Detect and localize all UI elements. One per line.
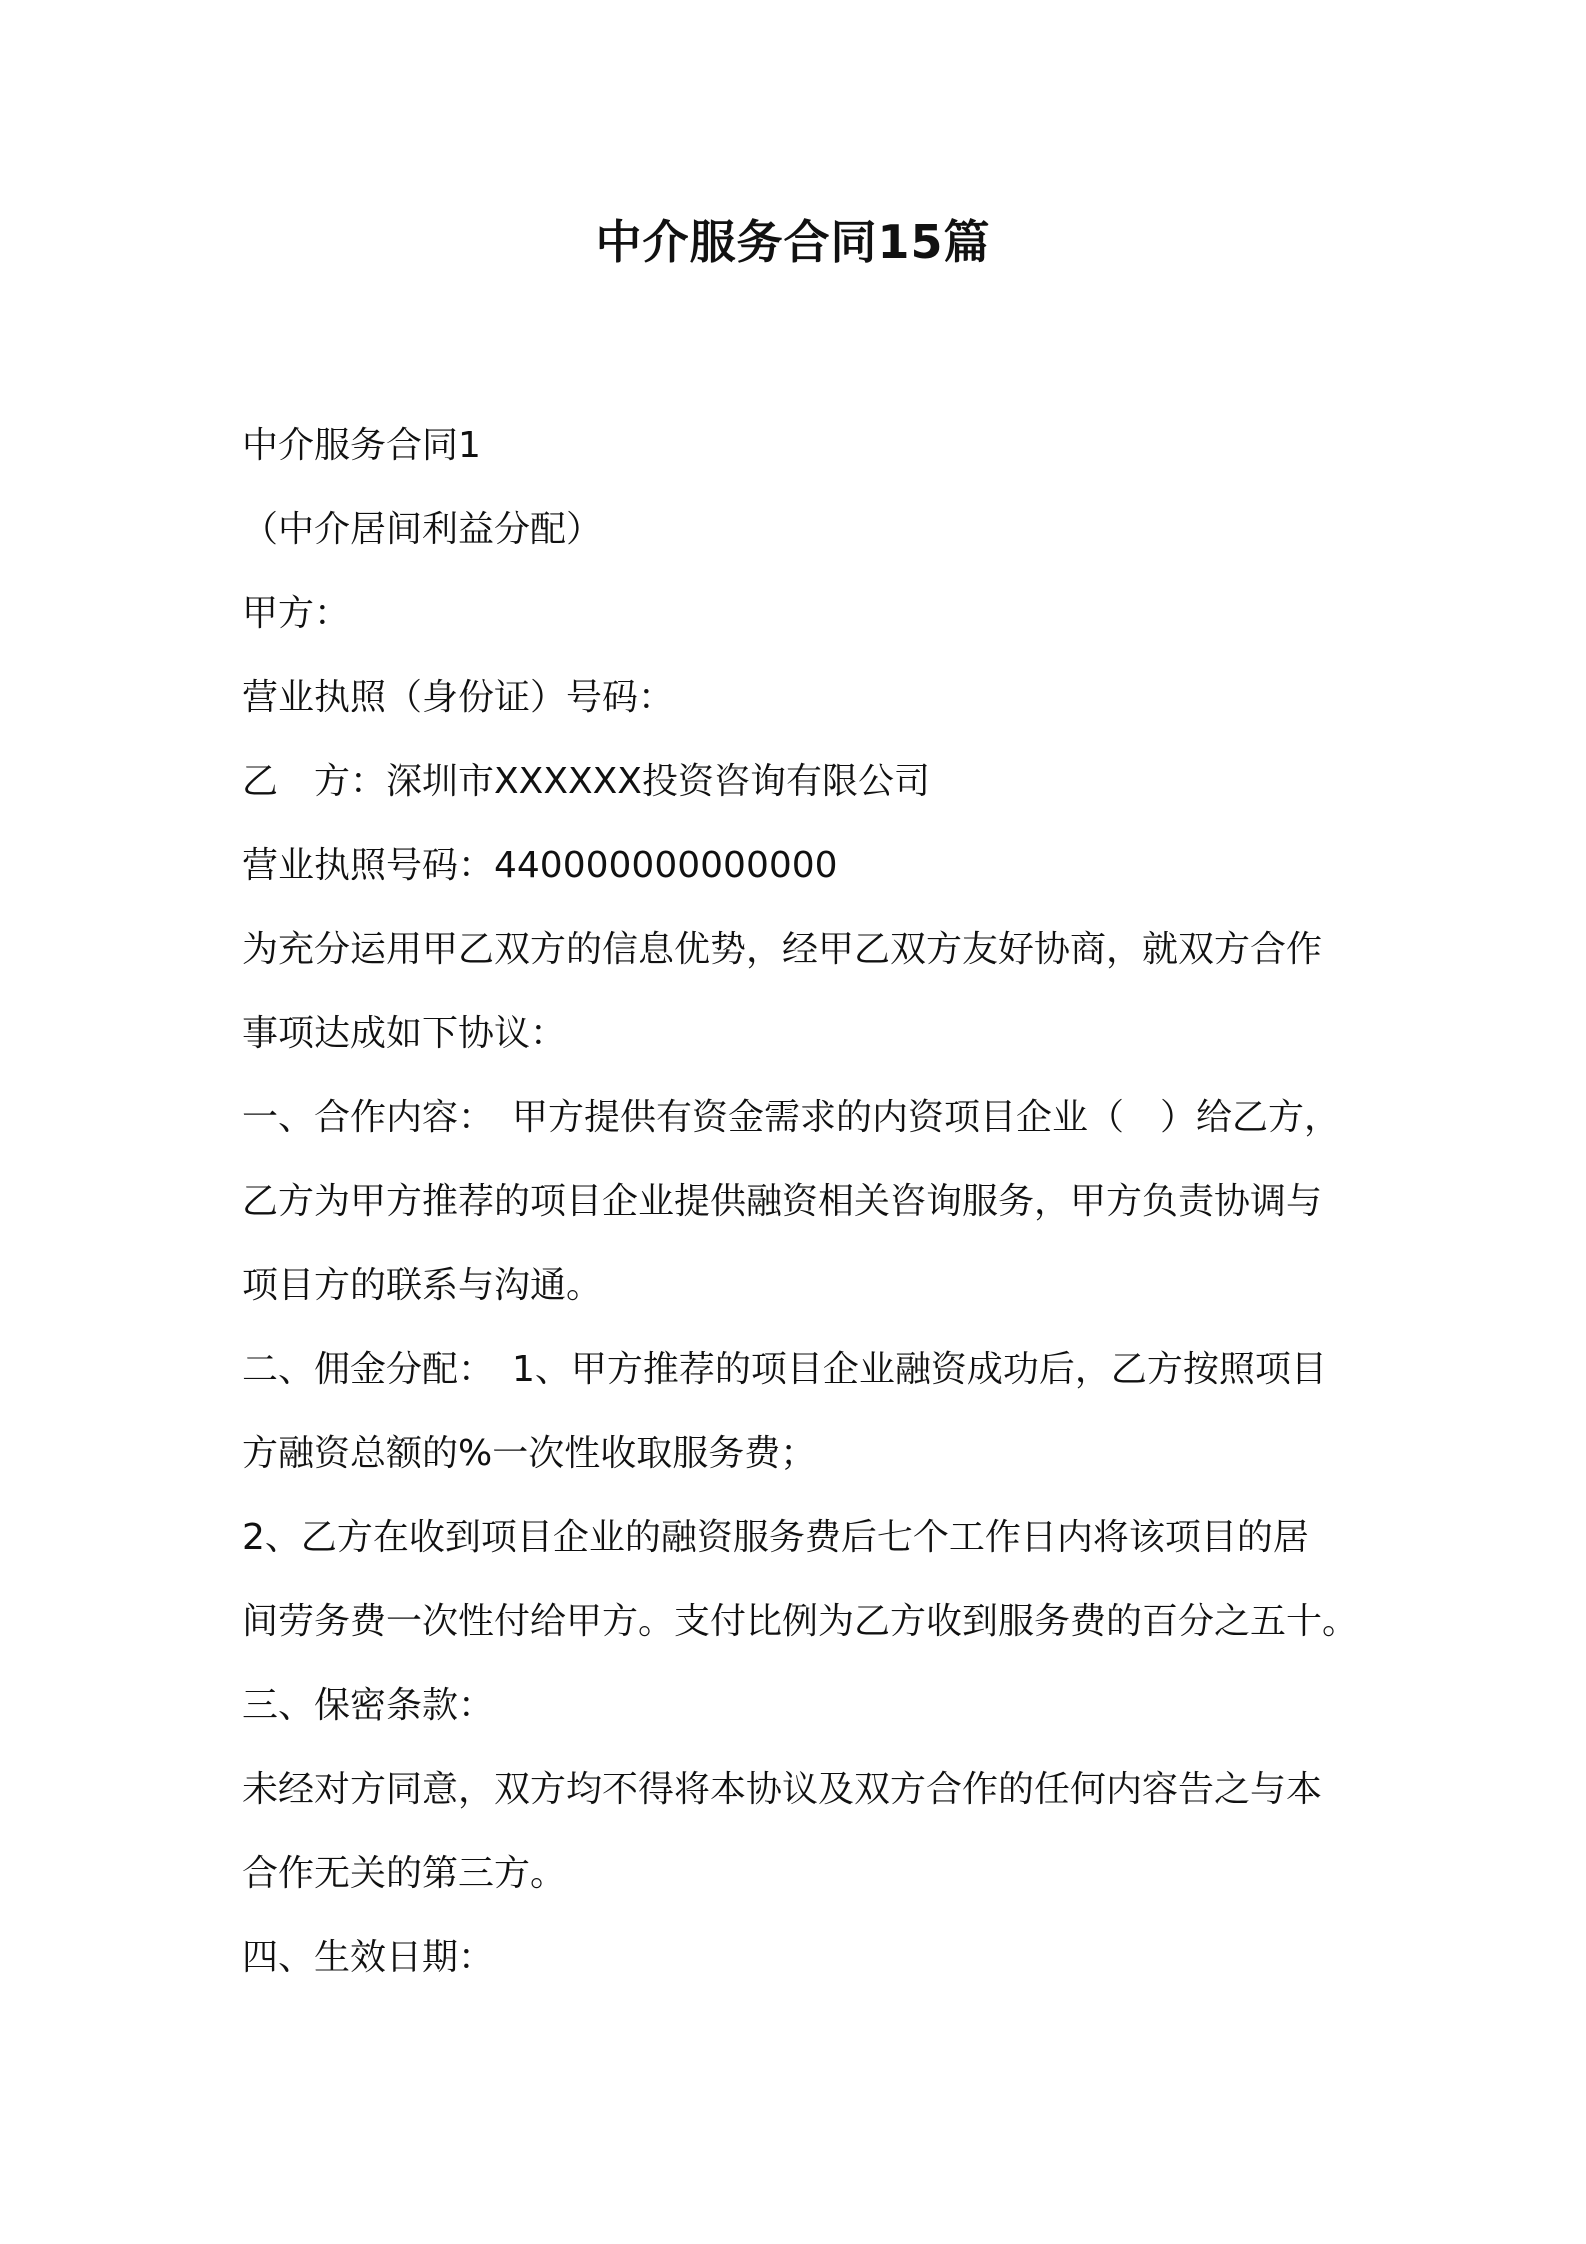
document-title: 中介服务合同15篇 <box>595 215 991 269</box>
clause-1-line-2: 乙方为甲方推荐的项目企业提供融资相关咨询服务，甲方负责协调与 <box>242 1181 1323 1222</box>
party-b-license-line: 营业执照号码：440000000000000 <box>242 845 838 886</box>
document-body <box>242 404 1372 2000</box>
preamble-line-2: 事项达成如下协议： <box>242 1013 567 1054</box>
party-a-license-line: 营业执照（身份证）号码： <box>242 677 675 718</box>
clause-3-line-1: 未经对方同意，双方均不得将本协议及双方合作的任何内容告之与本 <box>242 1769 1323 1810</box>
clause-2-item-2-line-1: 2、乙方在收到项目企业的融资服务费后七个工作日内将该项目的居 <box>242 1517 1309 1558</box>
party-a-line: 甲方： <box>242 593 351 634</box>
clause-2-line-1: 二、佣金分配： 1、甲方推荐的项目企业融资成功后，乙方按照项目 <box>242 1349 1327 1390</box>
clause-1-line-1: 一、合作内容： 甲方提供有资金需求的内资项目企业（ ）给乙方， <box>242 1097 1341 1138</box>
clause-3-heading: 三、保密条款： <box>242 1685 495 1726</box>
clause-1-line-3: 项目方的联系与沟通。 <box>242 1265 603 1306</box>
contract-heading: 中介服务合同1 <box>242 425 481 466</box>
contract-subtitle: （中介居间利益分配） <box>242 509 603 550</box>
clause-3-line-2: 合作无关的第三方。 <box>242 1853 567 1894</box>
preamble-line-1: 为充分运用甲乙双方的信息优势，经甲乙双方友好协商，就双方合作 <box>242 929 1323 970</box>
clause-4-heading: 四、生效日期： <box>242 1937 495 1978</box>
party-b-line: 乙 方：深圳市XXXXXX投资咨询有限公司 <box>242 761 930 802</box>
clause-2-line-2: 方融资总额的%一次性收取服务费； <box>242 1433 817 1474</box>
clause-2-item-2-line-2: 间劳务费一次性付给甲方。支付比例为乙方收到服务费的百分之五十。 <box>242 1601 1359 1642</box>
